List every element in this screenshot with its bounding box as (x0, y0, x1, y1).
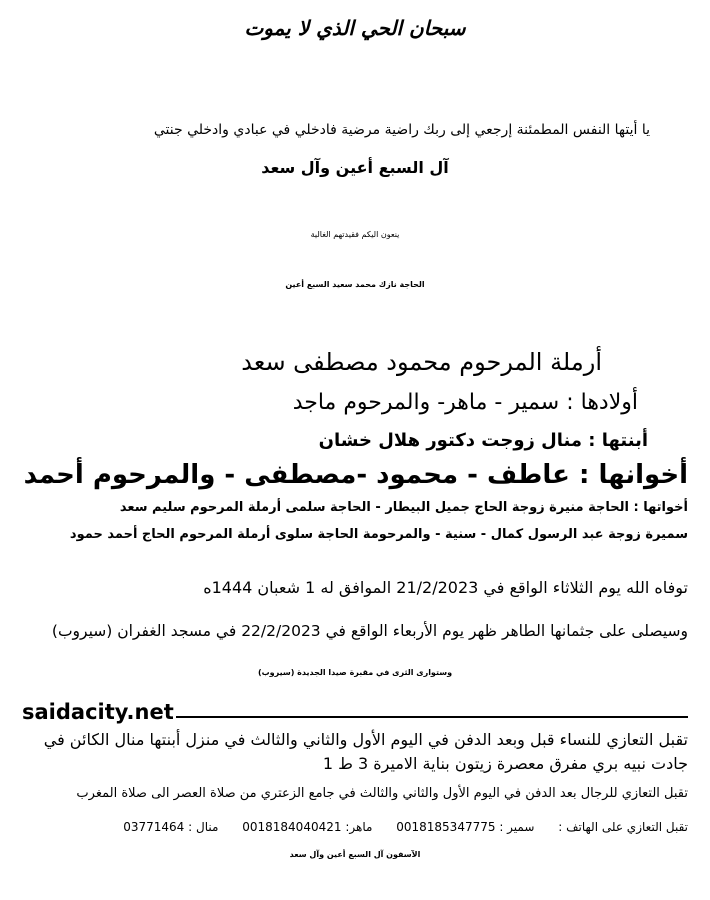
women-condolences-address: جادت نبيه بري مفرق معصرة زيتون بناية الاميرة 3 ط 1 (322, 754, 688, 773)
phone-manal (123, 820, 218, 834)
daughters-line: أبنتها : منال زوجت دكتور هلال خشان (318, 430, 648, 451)
header-calligraphy: سبحان الحي الذي لا يموت (244, 16, 466, 40)
quran-verse: يا أيتها النفس المطمئنة إرجعي إلى ربك راضية مرضية فادخلي في عبادي وادخلي جنتي (153, 122, 650, 138)
brothers-line: أخوانها : عاطف - محمود -مصطفى - والمرحوم أحمد (23, 460, 688, 490)
sisters-line: أخواتها : الحاجة منيرة زوجة الحاج جميل البيطار - الحاجة سلمى أرملة المرحوم سليم سعد (119, 500, 688, 515)
phone-maher-label: ماهر: (345, 820, 373, 834)
women-condolences-line: تقبل التعازي للنساء قبل وبعد الدفن في اليوم الأول والثاني والثالث في منزل أبنتها منال الكائن في (43, 730, 688, 749)
phone-samir-number: 0018185347775 (396, 820, 496, 834)
sisters-line-continued: سميرة زوجة عبد الرسول كمال - سنية - والمرحومة الحاجة سلوى أرملة المرحوم الحاج أحمد حمود (69, 527, 688, 542)
phone-manal-label: منال : (188, 820, 219, 834)
deceased-name: الحاجة نازك محمد سعيد السبع أعين (285, 280, 425, 289)
announcement-line: ينعون اليكم فقيدتهم الغالية (310, 230, 400, 239)
burial-line: وستوارى الثرى في مقبرة صيدا الجديدة (سيروب) (257, 668, 453, 677)
website-row (0, 700, 710, 728)
phone-maher-number: 0018184040421 (242, 820, 342, 834)
men-condolences-line: تقبل التعازي للرجال بعد الدفن في اليوم الأول والثاني والثالث في جامع الزعتري من صلاة العصر الى صلاة المغرب (76, 786, 688, 801)
phone-manal-number: 03771464 (123, 820, 185, 834)
mourners-line: الآسفون آل السبع أعين وآل سعد (289, 850, 421, 859)
funeral-prayer-line: وسيصلى على جثمانها الطاهر ظهر يوم الأربعاء الواقع في 22/2/2023 في مسجد الغفران (سيروب) (51, 622, 688, 640)
website-watermark: saidacity.net (22, 700, 174, 724)
phone-samir (396, 820, 534, 834)
widow-line: أرملة المرحوم محمود مصطفى سعد (241, 348, 602, 376)
divider (176, 716, 688, 718)
sons-line: أولادها : سمير - ماهر- والمرحوم ماجد (292, 390, 638, 415)
phone-samir-label: سمير : (499, 820, 535, 834)
phone-intro: تقبل التعازي على الهاتف : (558, 820, 688, 834)
phone-maher (242, 820, 372, 834)
death-date-line: توفاه الله يوم الثلاثاء الواقع في 21/2/2023 الموافق له 1 شعبان 1444ه (203, 578, 688, 597)
phone-condolences-row (22, 820, 688, 834)
family-title: آل السبع أعين وآل سعد (261, 158, 449, 177)
